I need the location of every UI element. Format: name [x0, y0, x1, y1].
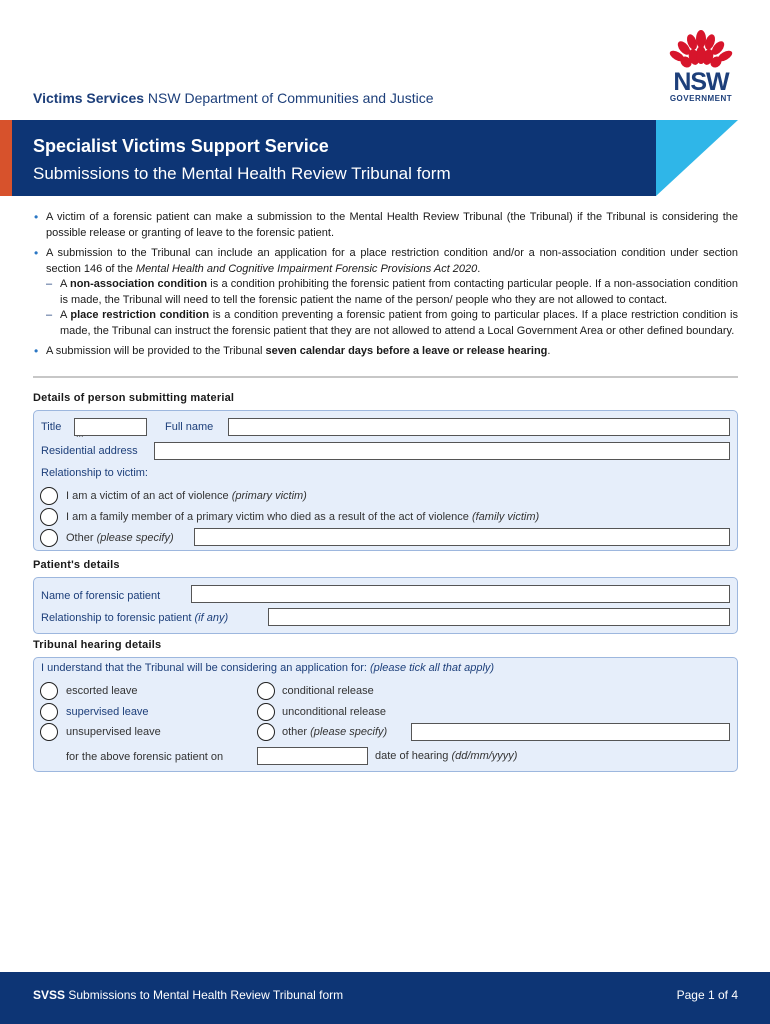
intro-dash-1 [33, 277, 738, 308]
tribunal-section-heading: Tribunal hearing details [33, 639, 162, 651]
agency-bold: Victims Services [33, 90, 145, 106]
tribunal-intro-text: I understand that the Tribunal will be considering an application for: [41, 662, 370, 674]
dash-1-text: is a condition prohibiting the forensic patient from contacting particular people. If a non-association condition is made, the Tribunal will need to tell the forensic patient the name of the person/ people who they are not allowed to contact. [60, 278, 739, 306]
hearing-date-text: date of hearing [375, 750, 452, 762]
other-application-text: other [282, 726, 311, 738]
other-relationship-field[interactable] [194, 528, 730, 546]
bullet-2-end: . [477, 262, 481, 275]
footer-form-title [33, 988, 343, 1002]
family-victim-label [66, 511, 539, 523]
other-application-field[interactable] [411, 723, 730, 741]
address-label: Residential address [41, 445, 138, 457]
patient-relationship-hint: (if any) [194, 612, 229, 624]
bullet-3-end: . [547, 345, 551, 357]
other-application-checkbox[interactable] [257, 723, 275, 741]
unsupervised-leave-label: unsupervised leave [66, 726, 161, 738]
address-field[interactable] [154, 442, 730, 460]
primary-victim-hint: (primary victim) [231, 490, 307, 502]
waratah-icon [664, 30, 738, 72]
tribunal-details-panel [33, 657, 738, 772]
logo-text: NSW [673, 68, 729, 96]
patient-details-panel [33, 577, 738, 634]
conditional-release-checkbox[interactable] [257, 682, 275, 700]
unsupervised-leave-checkbox[interactable] [40, 723, 58, 741]
title-label: Title [41, 421, 62, 433]
form-title: Specialist Victims Support Service [33, 136, 329, 156]
act-name: Mental Health and Cognitive Impairment Forensic Provisions Act 2020 [135, 262, 478, 275]
intro-text [33, 210, 738, 360]
other-relationship-hint: (please specify) [96, 532, 174, 544]
page-number: Page 1 of 4 [676, 988, 738, 1002]
dash-2-pre: A [60, 309, 71, 321]
dash-1-term: non-association condition [69, 278, 208, 290]
page-footer [0, 972, 770, 1024]
primary-victim-text: I am a victim of an act of violence [66, 490, 232, 502]
tribunal-intro-hint: (please tick all that apply) [369, 662, 495, 674]
other-relationship-radio[interactable] [40, 529, 58, 547]
footer-form-name: Submissions to Mental Health Review Tribunal form [65, 988, 344, 1002]
agency-name [33, 90, 434, 106]
logo-subtext: GOVERNMENT [669, 94, 733, 103]
intro-dash-2 [33, 308, 738, 339]
intro-bullet-3 [33, 344, 738, 360]
patient-section-heading: Patient's details [33, 559, 120, 571]
title-field[interactable] [74, 418, 147, 436]
conditional-release-label: conditional release [282, 685, 374, 697]
title-banner [0, 120, 656, 196]
dash-1-pre: A [60, 278, 70, 290]
full-name-label: Full name [165, 421, 214, 433]
patient-name-label: Name of forensic patient [41, 590, 161, 602]
intro-bullet-1: • A victim of a forensic patient can make a submission to the Mental Health Review Tribunal (the Tribunal) if the Tribunal is considering the possible release or granting of leave to the forensic patient. [33, 210, 738, 241]
page-header [0, 0, 770, 120]
other-application-hint: (please specify) [310, 726, 388, 738]
bullet-3-text: A submission will be provided to the Tribunal [46, 345, 266, 357]
tribunal-intro-label [41, 662, 494, 674]
patient-on-label: for the above forensic patient on [66, 751, 224, 763]
family-victim-hint: (family victim) [471, 511, 540, 523]
supervised-leave-checkbox[interactable] [40, 703, 58, 721]
other-relationship-label [66, 532, 174, 544]
primary-victim-radio[interactable] [40, 487, 58, 505]
patient-relationship-field[interactable] [268, 608, 730, 626]
patient-relationship-text: Relationship to forensic patient [41, 612, 195, 624]
dash-2-term: place restriction condition [70, 309, 210, 321]
primary-victim-label [66, 490, 307, 502]
other-application-label [282, 726, 387, 738]
other-relationship-text: Other [66, 532, 97, 544]
family-victim-text: I am a family member of a primary victim who died as a result of the act of violence [66, 511, 472, 523]
bullet-2-text: A submission to the Tribunal can include an application for a place restriction condition and/or a non-association condition under section section 146 of the [46, 247, 738, 275]
supervised-leave-label: supervised leave [66, 706, 149, 718]
patient-name-field[interactable] [191, 585, 730, 603]
banner-triangle-graphic [656, 120, 738, 196]
bullet-3-emphasis: seven calendar days before a leave or release hearing [265, 345, 548, 357]
unconditional-release-checkbox[interactable] [257, 703, 275, 721]
hearing-date-field[interactable] [257, 747, 368, 765]
dash-2-text: is a condition preventing a forensic patient from going to particular places. If a place restriction condition is made, the Tribunal can instruct the forensic patient that they are not allowed to attend a Local Government Area or other defined boundary. [60, 309, 738, 337]
banner-accent-stripe [0, 120, 12, 196]
full-name-field[interactable] [228, 418, 730, 436]
form-subtitle: Submissions to the Mental Health Review Tribunal form [33, 164, 451, 183]
escorted-leave-checkbox[interactable] [40, 682, 58, 700]
intro-bullet-2 [33, 246, 738, 277]
hearing-date-label [375, 750, 517, 762]
footer-form-code: SVSS [33, 988, 66, 1002]
escorted-leave-label: escorted leave [66, 685, 138, 697]
nsw-government-logo [664, 30, 738, 108]
person-section-heading: Details of person submitting material [33, 392, 235, 404]
agency-rest: NSW Department of Communities and Justice [144, 90, 434, 106]
title-field-dots: ... [76, 429, 84, 439]
relationship-label: Relationship to victim: [41, 467, 148, 479]
patient-relationship-label [41, 612, 228, 624]
hearing-date-format: (dd/mm/yyyy) [451, 750, 518, 762]
person-details-panel [33, 410, 738, 551]
family-victim-radio[interactable] [40, 508, 58, 526]
section-divider [33, 376, 738, 378]
unconditional-release-label: unconditional release [282, 706, 386, 718]
